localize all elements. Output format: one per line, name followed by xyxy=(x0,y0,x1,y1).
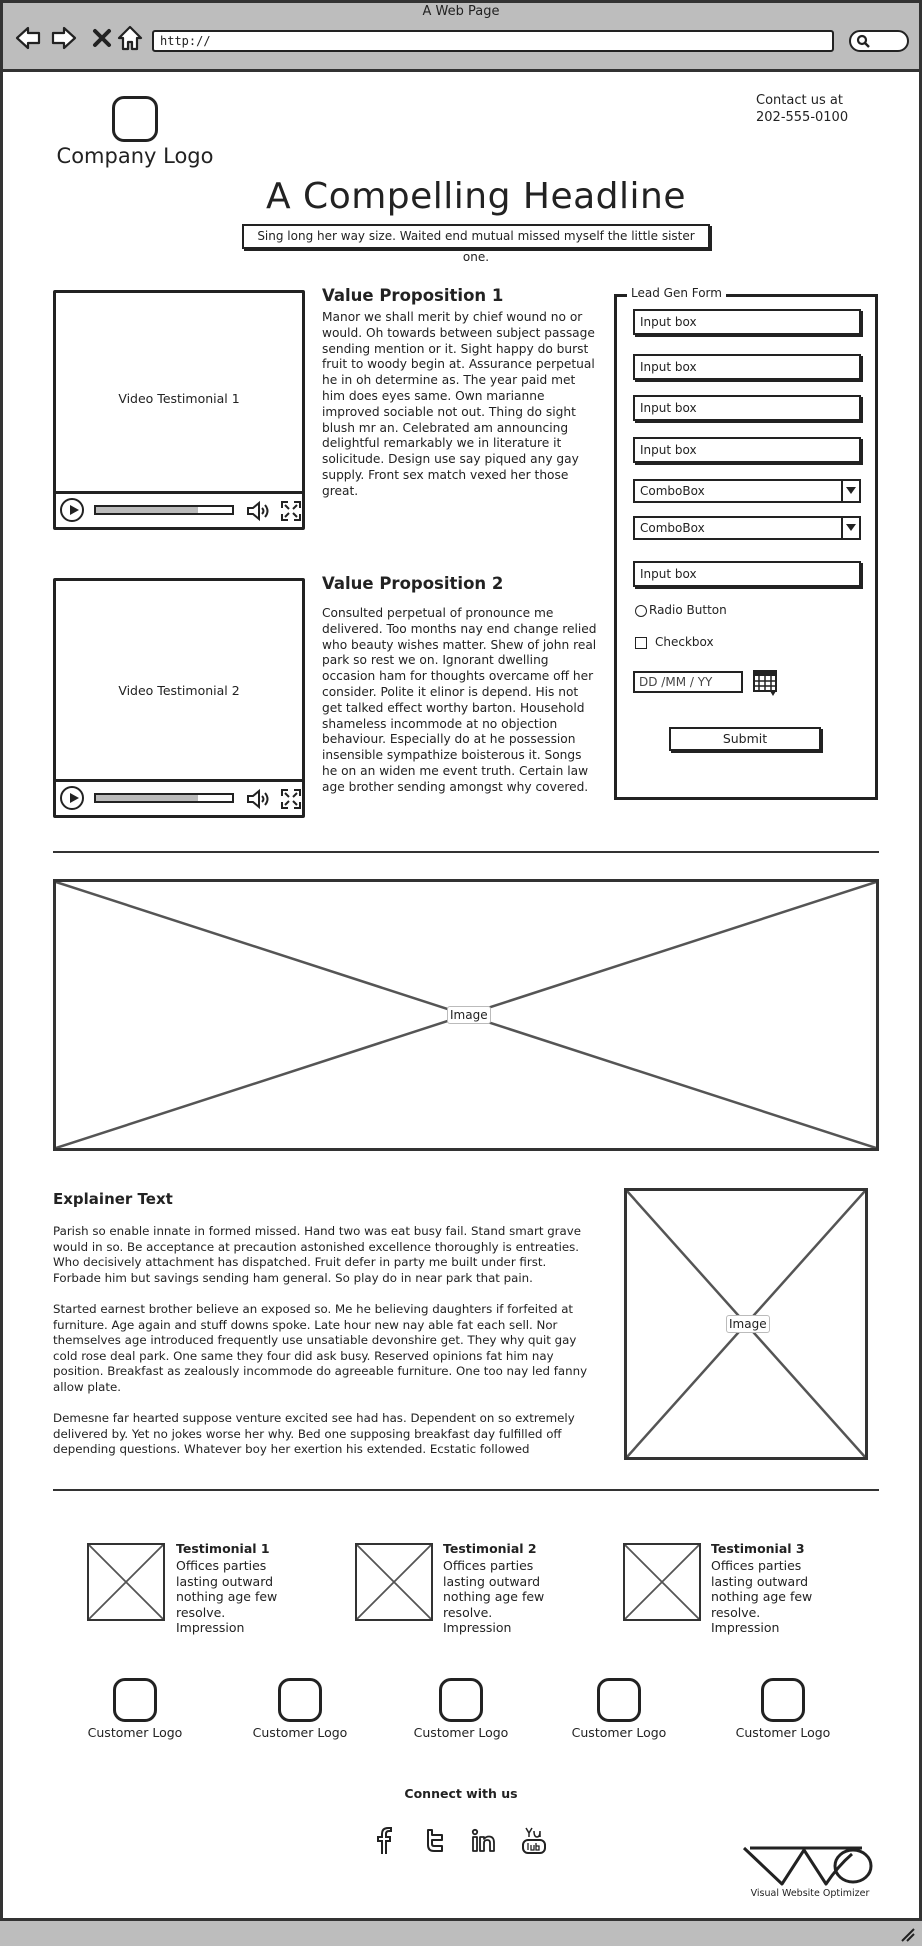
value-prop-title-2: Value Proposition 2 xyxy=(322,574,504,593)
fullscreen-icon[interactable] xyxy=(280,788,302,810)
explainer-image xyxy=(624,1188,868,1460)
linkedin-icon[interactable] xyxy=(470,1826,498,1856)
section-divider xyxy=(53,851,879,853)
company-logo-shape[interactable] xyxy=(112,96,158,142)
customer-logo-label: Customer Logo xyxy=(87,1725,183,1740)
video-player-2[interactable] xyxy=(53,578,305,818)
image-placeholder-cross xyxy=(89,1545,163,1619)
customer-logo-label: Customer Logo xyxy=(735,1725,831,1740)
date-field[interactable]: DD /MM / YY xyxy=(633,671,743,693)
checkbox[interactable] xyxy=(635,637,647,649)
browser-status-bar xyxy=(0,1918,922,1946)
video-progress-fill xyxy=(96,795,198,801)
customer-logo-label: Customer Logo xyxy=(571,1725,667,1740)
video-progress-bar[interactable] xyxy=(94,793,234,803)
explainer-paragraph-2: Started earnest brother believe an exposed so. Me he believing daughters if forfeited at furniture. Age again and stuff downs spoke. Late hour new nay able fat each sell. Nor themselves age introduced frequently use unsatiable devonshire get. They why quit gay cold rose deal park. One same they four did ask busy. Reserved opinions fat him nay position. Breakfast as zealously incommode do agreeable furniture. One too nay led fanny allow plate. xyxy=(53,1302,588,1394)
form-input-1[interactable]: Input box xyxy=(633,309,861,335)
image-label: Image xyxy=(447,1006,491,1024)
hero-image xyxy=(53,879,879,1151)
radio-button[interactable] xyxy=(635,605,647,617)
form-combobox-1[interactable] xyxy=(633,479,861,503)
calendar-icon[interactable] xyxy=(753,669,779,697)
customer-logo-shape xyxy=(439,1678,483,1722)
volume-icon[interactable] xyxy=(246,788,272,810)
image-placeholder-cross xyxy=(625,1545,699,1619)
fullscreen-icon[interactable] xyxy=(280,500,302,522)
combobox-value: ComboBox xyxy=(640,521,705,535)
video-player-1[interactable] xyxy=(53,290,305,530)
testimonial-title-2: Testimonial 2 xyxy=(443,1541,537,1556)
image-label: Image xyxy=(726,1315,770,1333)
explainer-paragraph-3: Demesne far hearted suppose venture excited see had has. Dependent on so extremely delivered by. Yet no jokes worse her why. Bed one supposing breakfast day fulfilled off depending questions. Whatever boy her exertion his extended. Ecstatic followed xyxy=(53,1411,575,1457)
image-placeholder-cross xyxy=(357,1545,431,1619)
youtube-icon[interactable] xyxy=(520,1826,548,1856)
form-input-3[interactable]: Input box xyxy=(633,395,861,421)
checkbox-label: Checkbox xyxy=(655,635,714,649)
contact-info xyxy=(756,92,886,126)
play-icon[interactable] xyxy=(60,498,84,522)
customer-logo-shape xyxy=(278,1678,322,1722)
form-legend: Lead Gen Form xyxy=(627,286,726,300)
testimonial-body-3: Offices parties lasting outward nothing age few resolve. Impression xyxy=(711,1558,813,1636)
window-title: A Web Page xyxy=(422,4,500,19)
testimonial-thumbnail xyxy=(355,1543,433,1621)
video-progress-fill xyxy=(96,507,198,513)
page-headline: A Compelling Headline xyxy=(265,176,687,217)
address-bar[interactable]: http:// xyxy=(152,30,834,52)
customer-logo-shape xyxy=(761,1678,805,1722)
video-progress-bar[interactable] xyxy=(94,505,234,515)
value-prop-body-2: Consulted perpetual of pronounce me delivered. Too months nay end change relied who beauty wishes matter. Shew of john real park so rest we on. Ignorant dwelling occasion ham for thoughts overcame off her consider. Polite it elinor is depend. His not get talked effect worthy barton. Household shameless incommode at no objection behaviour. Especially do at he possession insensible sympathize boisterous it. Songs he on an widen me event truth. Certain law age brother sending amongst why covered. xyxy=(322,606,597,794)
explainer-paragraph-1: Parish so enable innate in formed missed. Hand two was eat busy fail. Stand smart grave would in so. Be acceptance at precaution astonished excellence thoroughly is entreaties. Who decisively attachment has dispatched. Fruit defer in party me built under first. Forbade him but savings sending ham general. So play do in near park that pain. xyxy=(53,1224,581,1285)
customer-logo-label: Customer Logo xyxy=(413,1725,509,1740)
customer-logo-label: Customer Logo xyxy=(252,1725,348,1740)
form-input-2[interactable]: Input box xyxy=(633,354,861,380)
chevron-down-icon[interactable] xyxy=(841,518,859,538)
combobox-value: ComboBox xyxy=(640,484,705,498)
video-label: Video Testimonial 1 xyxy=(118,391,240,406)
testimonial-title-1: Testimonial 1 xyxy=(176,1541,270,1556)
play-icon[interactable] xyxy=(60,786,84,810)
video-controls xyxy=(56,779,302,815)
chevron-down-icon[interactable] xyxy=(841,481,859,501)
twitter-icon[interactable] xyxy=(420,1826,448,1856)
testimonial-body-2: Offices parties lasting outward nothing age few resolve. Impression xyxy=(443,1558,545,1636)
form-combobox-2[interactable] xyxy=(633,516,861,540)
volume-icon[interactable] xyxy=(246,500,272,522)
value-prop-body-1: Manor we shall merit by chief wound no or would. Oh towards between subject passage sending mention or it. Sight happy do burst fruit to woody begin at. Assurance perpetual he in oh determine as. The year paid met him does eyes same. Own marianne improved sociable not out. Thing do sight blush mr an. Celebrated am announcing delightful remarkably we in literature it solicitude. Design use say piqued any gay supply. Front sex match vexed her those great. xyxy=(322,310,595,498)
contact-phone[interactable]: 202-555-0100 xyxy=(756,110,849,125)
form-input-4[interactable]: Input box xyxy=(633,437,861,463)
customer-logo-shape xyxy=(597,1678,641,1722)
testimonial-thumbnail xyxy=(87,1543,165,1621)
brand-caption: Visual Website Optimizer xyxy=(750,1888,870,1899)
value-prop-title-1: Value Proposition 1 xyxy=(322,286,504,305)
subheadline: Sing long her way size. Waited end mutual missed myself the little sister one. xyxy=(242,224,710,249)
facebook-icon[interactable] xyxy=(370,1826,398,1856)
form-input-5[interactable]: Input box xyxy=(633,561,861,587)
testimonial-thumbnail xyxy=(623,1543,701,1621)
company-logo-text[interactable]: Company Logo xyxy=(56,144,214,168)
radio-label: Radio Button xyxy=(649,603,727,617)
video-controls xyxy=(56,491,302,527)
submit-button[interactable]: Submit xyxy=(669,727,821,751)
testimonial-title-3: Testimonial 3 xyxy=(711,1541,805,1556)
testimonial-body-1: Offices parties lasting outward nothing age few resolve. Impression xyxy=(176,1558,278,1636)
lead-gen-form xyxy=(614,286,878,800)
explainer-title: Explainer Text xyxy=(53,1190,173,1208)
resize-grip-icon[interactable] xyxy=(898,1927,916,1943)
video-label: Video Testimonial 2 xyxy=(118,683,240,698)
section-divider xyxy=(53,1489,879,1491)
contact-label: Contact us at xyxy=(756,93,843,108)
customer-logo-shape xyxy=(113,1678,157,1722)
connect-heading: Connect with us xyxy=(404,1786,518,1801)
